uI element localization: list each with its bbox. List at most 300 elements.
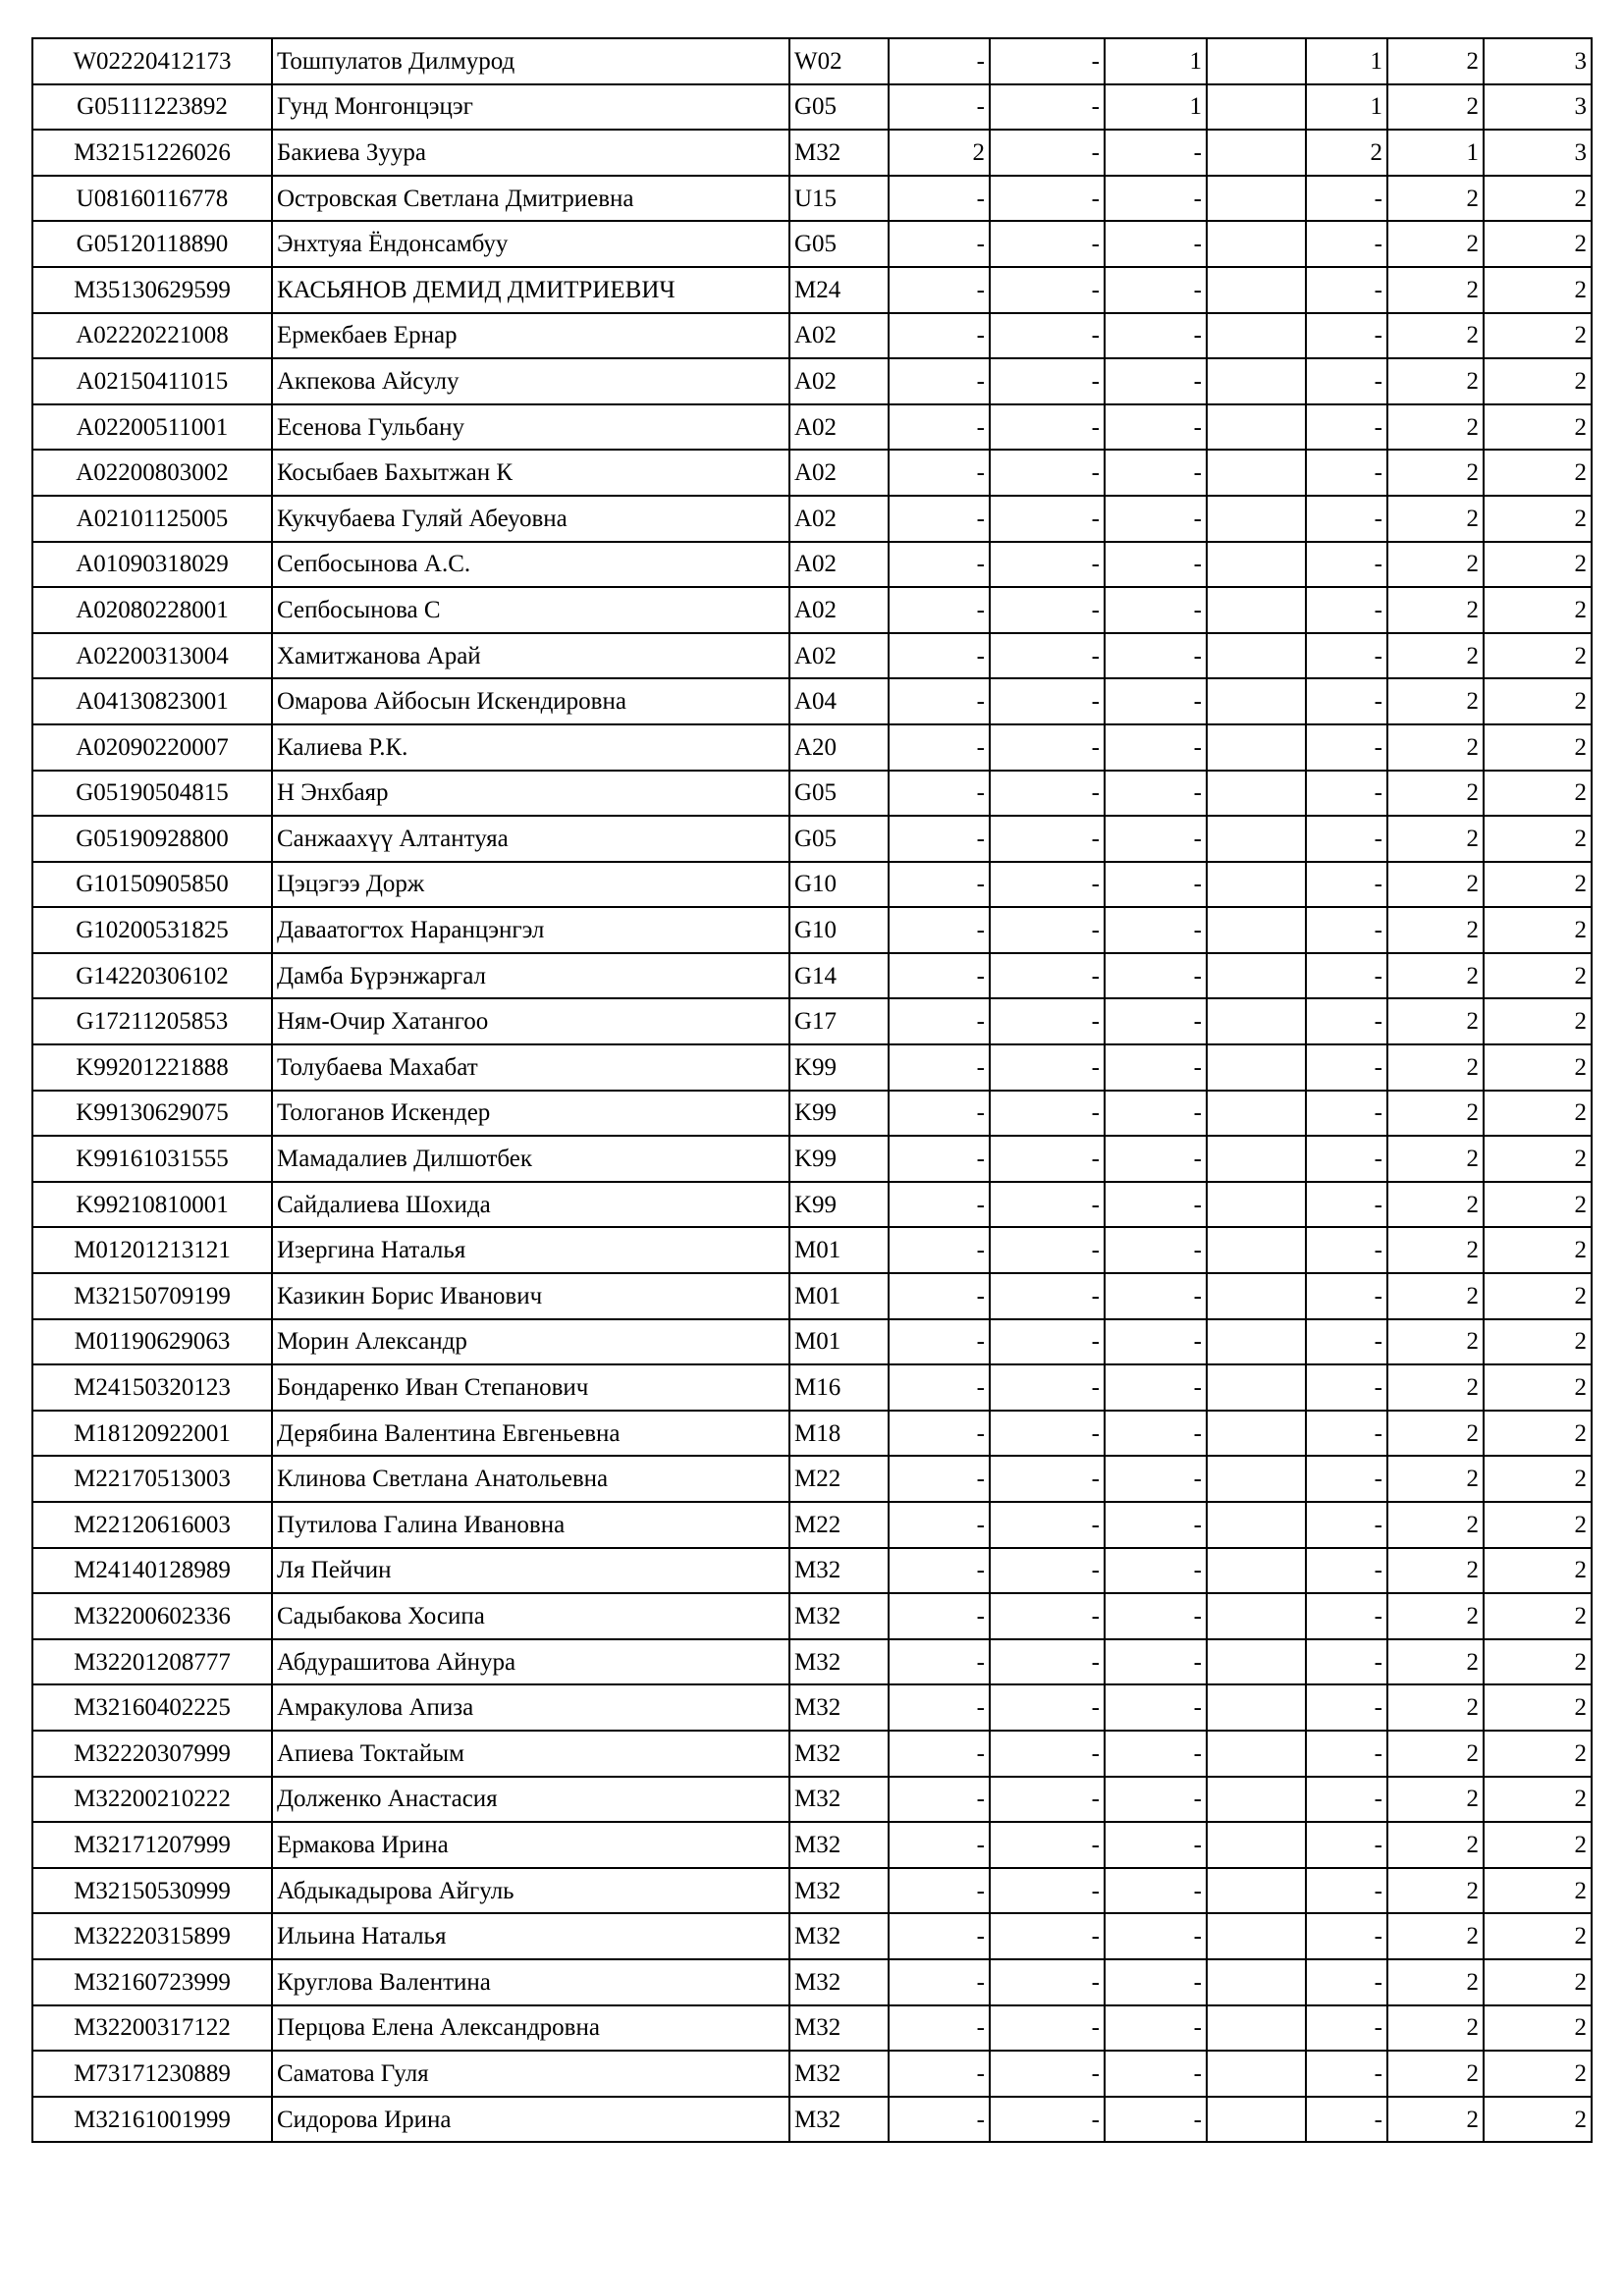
score-cell-3: - bbox=[1105, 1411, 1207, 1457]
score-cell-1: - bbox=[889, 1182, 990, 1228]
participant-id-cell: M32200317122 bbox=[32, 2005, 272, 2052]
score-cell-5: - bbox=[1306, 998, 1387, 1044]
score-cell-3: - bbox=[1105, 2005, 1207, 2052]
score-cell-4 bbox=[1207, 404, 1306, 451]
table-row bbox=[32, 313, 1592, 359]
participant-name-cell: Бакиева Зуура bbox=[272, 130, 789, 176]
participant-name-cell: Даваатогтох Наранцэнгэл bbox=[272, 907, 789, 953]
score-cell-1: - bbox=[889, 2005, 990, 2052]
score-cell-5: - bbox=[1306, 633, 1387, 679]
participant-name-cell: Сайдалиева Шохида bbox=[272, 1182, 789, 1228]
total-cell: 2 bbox=[1484, 1731, 1592, 1777]
score-cell-5: - bbox=[1306, 724, 1387, 771]
score-cell-2: - bbox=[990, 724, 1105, 771]
total-cell: 2 bbox=[1484, 542, 1592, 588]
participant-name-cell: Морин Александр bbox=[272, 1319, 789, 1365]
total-cell: 3 bbox=[1484, 130, 1592, 176]
score-cell-5: - bbox=[1306, 1593, 1387, 1639]
total-cell: 2 bbox=[1484, 1091, 1592, 1137]
group-code-cell: A02 bbox=[789, 313, 889, 359]
participant-name-cell: Ля Пейчин bbox=[272, 1548, 789, 1594]
score-cell-6: 1 bbox=[1387, 130, 1484, 176]
participant-id-cell: U08160116778 bbox=[32, 176, 272, 222]
score-cell-1: - bbox=[889, 1136, 990, 1182]
table-row bbox=[32, 1822, 1592, 1868]
score-cell-4 bbox=[1207, 1273, 1306, 1319]
score-cell-2: - bbox=[990, 176, 1105, 222]
score-cell-1: - bbox=[889, 267, 990, 313]
score-cell-6: 2 bbox=[1387, 1136, 1484, 1182]
score-cell-4 bbox=[1207, 1731, 1306, 1777]
participant-name-cell: Ильина Наталья bbox=[272, 1913, 789, 1959]
score-cell-4 bbox=[1207, 1777, 1306, 1823]
score-cell-4 bbox=[1207, 221, 1306, 267]
score-cell-2: - bbox=[990, 1411, 1105, 1457]
score-cell-2: - bbox=[990, 404, 1105, 451]
participant-name-cell: Калиева Р.К. bbox=[272, 724, 789, 771]
participant-id-cell: M32151226026 bbox=[32, 130, 272, 176]
group-code-cell: M01 bbox=[789, 1273, 889, 1319]
score-cell-2: - bbox=[990, 1502, 1105, 1548]
score-cell-4 bbox=[1207, 953, 1306, 999]
group-code-cell: U15 bbox=[789, 176, 889, 222]
score-cell-6: 2 bbox=[1387, 1639, 1484, 1685]
score-cell-4 bbox=[1207, 1319, 1306, 1365]
participant-id-cell: G05190504815 bbox=[32, 771, 272, 817]
participant-id-cell: M32150709199 bbox=[32, 1273, 272, 1319]
participant-name-cell: Сепбосынова С bbox=[272, 587, 789, 633]
score-cell-5: - bbox=[1306, 678, 1387, 724]
score-cell-1: - bbox=[889, 1502, 990, 1548]
participant-name-cell: Долженко Анастасия bbox=[272, 1777, 789, 1823]
total-cell: 2 bbox=[1484, 1639, 1592, 1685]
score-cell-3: - bbox=[1105, 953, 1207, 999]
score-cell-4 bbox=[1207, 771, 1306, 817]
score-cell-5: - bbox=[1306, 1913, 1387, 1959]
table-row bbox=[32, 633, 1592, 679]
score-cell-5: - bbox=[1306, 1959, 1387, 2005]
score-cell-2: - bbox=[990, 130, 1105, 176]
score-cell-2: - bbox=[990, 1593, 1105, 1639]
score-cell-3: - bbox=[1105, 450, 1207, 496]
group-code-cell: M32 bbox=[789, 1639, 889, 1685]
participant-name-cell: Ермакова Ирина bbox=[272, 1822, 789, 1868]
group-code-cell: M22 bbox=[789, 1456, 889, 1502]
score-cell-6: 2 bbox=[1387, 404, 1484, 451]
group-code-cell: M22 bbox=[789, 1502, 889, 1548]
score-cell-6: 2 bbox=[1387, 907, 1484, 953]
score-cell-1: - bbox=[889, 404, 990, 451]
score-cell-4 bbox=[1207, 267, 1306, 313]
score-cell-4 bbox=[1207, 1593, 1306, 1639]
participant-name-cell: Гунд Монгонцэцэг bbox=[272, 84, 789, 131]
group-code-cell: A20 bbox=[789, 724, 889, 771]
table-row bbox=[32, 998, 1592, 1044]
score-cell-3: - bbox=[1105, 358, 1207, 404]
participant-name-cell: Цэцэгээ Дорж bbox=[272, 862, 789, 908]
total-cell: 3 bbox=[1484, 84, 1592, 131]
total-cell: 2 bbox=[1484, 1593, 1592, 1639]
group-code-cell: M32 bbox=[789, 2097, 889, 2143]
score-cell-1: - bbox=[889, 678, 990, 724]
score-cell-2: - bbox=[990, 1136, 1105, 1182]
group-code-cell: M32 bbox=[789, 2051, 889, 2097]
participant-id-cell: M32200602336 bbox=[32, 1593, 272, 1639]
score-cell-5: - bbox=[1306, 2097, 1387, 2143]
participant-name-cell: Тологанов Искендер bbox=[272, 1091, 789, 1137]
score-cell-6: 2 bbox=[1387, 816, 1484, 862]
score-cell-6: 2 bbox=[1387, 724, 1484, 771]
participant-name-cell: Сидорова Ирина bbox=[272, 2097, 789, 2143]
table-row bbox=[32, 1182, 1592, 1228]
score-cell-3: - bbox=[1105, 1777, 1207, 1823]
score-cell-1: - bbox=[889, 542, 990, 588]
table-row bbox=[32, 450, 1592, 496]
participant-name-cell: Хамитжанова Арай bbox=[272, 633, 789, 679]
total-cell: 2 bbox=[1484, 1822, 1592, 1868]
group-code-cell: M32 bbox=[789, 1548, 889, 1594]
score-cell-6: 2 bbox=[1387, 84, 1484, 131]
score-cell-6: 2 bbox=[1387, 450, 1484, 496]
score-cell-5: - bbox=[1306, 1684, 1387, 1731]
score-cell-5: - bbox=[1306, 1364, 1387, 1411]
group-code-cell: K99 bbox=[789, 1091, 889, 1137]
score-cell-3: - bbox=[1105, 1136, 1207, 1182]
score-cell-6: 2 bbox=[1387, 1731, 1484, 1777]
score-cell-3: - bbox=[1105, 1044, 1207, 1091]
score-cell-2: - bbox=[990, 587, 1105, 633]
score-cell-4 bbox=[1207, 1959, 1306, 2005]
score-cell-4 bbox=[1207, 1136, 1306, 1182]
total-cell: 2 bbox=[1484, 2097, 1592, 2143]
score-cell-1: - bbox=[889, 1684, 990, 1731]
score-cell-3: - bbox=[1105, 907, 1207, 953]
participant-name-cell: Кукчубаева Гуляй Абеуовна bbox=[272, 496, 789, 542]
participant-id-cell: G05190928800 bbox=[32, 816, 272, 862]
participant-id-cell: A04130823001 bbox=[32, 678, 272, 724]
participant-id-cell: G17211205853 bbox=[32, 998, 272, 1044]
score-cell-5: - bbox=[1306, 358, 1387, 404]
score-cell-5: - bbox=[1306, 953, 1387, 999]
total-cell: 2 bbox=[1484, 998, 1592, 1044]
score-cell-1: - bbox=[889, 496, 990, 542]
score-cell-5: 2 bbox=[1306, 130, 1387, 176]
score-cell-2: - bbox=[990, 1273, 1105, 1319]
group-code-cell: A02 bbox=[789, 633, 889, 679]
score-cell-4 bbox=[1207, 1868, 1306, 1914]
total-cell: 2 bbox=[1484, 1273, 1592, 1319]
group-code-cell: M32 bbox=[789, 1777, 889, 1823]
score-cell-1: 2 bbox=[889, 130, 990, 176]
participant-name-cell: Ермекбаев Ернар bbox=[272, 313, 789, 359]
score-cell-3: - bbox=[1105, 1822, 1207, 1868]
score-cell-6: 2 bbox=[1387, 358, 1484, 404]
score-cell-5: - bbox=[1306, 862, 1387, 908]
participant-name-cell: Казикин Борис Иванович bbox=[272, 1273, 789, 1319]
group-code-cell: M24 bbox=[789, 267, 889, 313]
score-cell-3: 1 bbox=[1105, 38, 1207, 84]
score-cell-1: - bbox=[889, 1593, 990, 1639]
group-code-cell: M32 bbox=[789, 1684, 889, 1731]
score-cell-3: - bbox=[1105, 724, 1207, 771]
score-cell-3: - bbox=[1105, 1593, 1207, 1639]
score-cell-1: - bbox=[889, 862, 990, 908]
score-cell-4 bbox=[1207, 1227, 1306, 1273]
score-cell-4 bbox=[1207, 1684, 1306, 1731]
participant-name-cell: Омарова Айбосын Искендировна bbox=[272, 678, 789, 724]
score-cell-6: 2 bbox=[1387, 1456, 1484, 1502]
participant-name-cell: Апиева Toктайым bbox=[272, 1731, 789, 1777]
score-cell-6: 2 bbox=[1387, 2097, 1484, 2143]
participant-name-cell: Садыбакова Хосипа bbox=[272, 1593, 789, 1639]
score-cell-4 bbox=[1207, 2097, 1306, 2143]
total-cell: 2 bbox=[1484, 587, 1592, 633]
group-code-cell: M32 bbox=[789, 1868, 889, 1914]
participant-name-cell: Дамба Бүрэнжаргал bbox=[272, 953, 789, 999]
score-cell-2: - bbox=[990, 1227, 1105, 1273]
participant-id-cell: M32160402225 bbox=[32, 1684, 272, 1731]
score-cell-2: - bbox=[990, 450, 1105, 496]
score-cell-6: 2 bbox=[1387, 1548, 1484, 1594]
score-cell-6: 2 bbox=[1387, 2051, 1484, 2097]
participant-name-cell: Мамадалиев Дилшотбек bbox=[272, 1136, 789, 1182]
participant-id-cell: M32220315899 bbox=[32, 1913, 272, 1959]
score-cell-6: 2 bbox=[1387, 1822, 1484, 1868]
group-code-cell: M32 bbox=[789, 1913, 889, 1959]
group-code-cell: A02 bbox=[789, 587, 889, 633]
table-row bbox=[32, 1319, 1592, 1365]
score-cell-1: - bbox=[889, 587, 990, 633]
participant-name-cell: Энхтуяа Ёндонсамбуу bbox=[272, 221, 789, 267]
group-code-cell: G05 bbox=[789, 771, 889, 817]
participant-id-cell: A02200803002 bbox=[32, 450, 272, 496]
score-cell-3: - bbox=[1105, 816, 1207, 862]
participant-id-cell: M18120922001 bbox=[32, 1411, 272, 1457]
total-cell: 2 bbox=[1484, 816, 1592, 862]
score-cell-4 bbox=[1207, 633, 1306, 679]
score-cell-1: - bbox=[889, 450, 990, 496]
score-cell-4 bbox=[1207, 313, 1306, 359]
score-cell-4 bbox=[1207, 1364, 1306, 1411]
score-cell-4 bbox=[1207, 496, 1306, 542]
score-cell-5: - bbox=[1306, 1319, 1387, 1365]
participant-name-cell: Бондаренко Иван Степанович bbox=[272, 1364, 789, 1411]
table-row bbox=[32, 587, 1592, 633]
score-cell-5: - bbox=[1306, 2051, 1387, 2097]
score-cell-6: 2 bbox=[1387, 678, 1484, 724]
score-cell-6: 2 bbox=[1387, 38, 1484, 84]
score-cell-4 bbox=[1207, 678, 1306, 724]
score-cell-1: - bbox=[889, 1548, 990, 1594]
score-cell-6: 2 bbox=[1387, 1777, 1484, 1823]
score-cell-4 bbox=[1207, 38, 1306, 84]
score-cell-2: - bbox=[990, 2005, 1105, 2052]
score-cell-1: - bbox=[889, 1091, 990, 1137]
total-cell: 2 bbox=[1484, 2051, 1592, 2097]
participant-id-cell: M32161001999 bbox=[32, 2097, 272, 2143]
score-cell-4 bbox=[1207, 998, 1306, 1044]
score-cell-2: - bbox=[990, 1731, 1105, 1777]
table-row bbox=[32, 862, 1592, 908]
score-cell-2: - bbox=[990, 1044, 1105, 1091]
score-cell-4 bbox=[1207, 1044, 1306, 1091]
group-code-cell: G10 bbox=[789, 907, 889, 953]
participant-id-cell: M22120616003 bbox=[32, 1502, 272, 1548]
participant-id-cell: A02150411015 bbox=[32, 358, 272, 404]
score-cell-5: - bbox=[1306, 542, 1387, 588]
participant-name-cell: Абдурашитова Айнура bbox=[272, 1639, 789, 1685]
group-code-cell: G05 bbox=[789, 84, 889, 131]
group-code-cell: M18 bbox=[789, 1411, 889, 1457]
participant-name-cell: Акпекова Айсулу bbox=[272, 358, 789, 404]
score-cell-5: - bbox=[1306, 771, 1387, 817]
score-cell-6: 2 bbox=[1387, 1044, 1484, 1091]
score-cell-1: - bbox=[889, 724, 990, 771]
participant-name-cell: Амракулова Апиза bbox=[272, 1684, 789, 1731]
score-cell-2: - bbox=[990, 771, 1105, 817]
participant-id-cell: G05111223892 bbox=[32, 84, 272, 131]
score-cell-4 bbox=[1207, 1822, 1306, 1868]
group-code-cell: M01 bbox=[789, 1227, 889, 1273]
score-cell-4 bbox=[1207, 84, 1306, 131]
score-cell-5: - bbox=[1306, 1456, 1387, 1502]
score-cell-4 bbox=[1207, 130, 1306, 176]
participant-id-cell: W02220412173 bbox=[32, 38, 272, 84]
score-cell-6: 2 bbox=[1387, 176, 1484, 222]
score-cell-1: - bbox=[889, 1227, 990, 1273]
score-cell-1: - bbox=[889, 1639, 990, 1685]
score-cell-5: - bbox=[1306, 1227, 1387, 1273]
score-cell-4 bbox=[1207, 2005, 1306, 2052]
score-cell-3: - bbox=[1105, 130, 1207, 176]
table-row bbox=[32, 1913, 1592, 1959]
score-cell-2: - bbox=[990, 84, 1105, 131]
score-cell-3: - bbox=[1105, 1273, 1207, 1319]
score-cell-1: - bbox=[889, 84, 990, 131]
score-cell-6: 2 bbox=[1387, 862, 1484, 908]
participant-id-cell: M32160723999 bbox=[32, 1959, 272, 2005]
total-cell: 2 bbox=[1484, 2005, 1592, 2052]
table-row bbox=[32, 1411, 1592, 1457]
score-cell-6: 2 bbox=[1387, 1227, 1484, 1273]
score-cell-6: 2 bbox=[1387, 1593, 1484, 1639]
score-cell-3: - bbox=[1105, 496, 1207, 542]
participant-id-cell: M24150320123 bbox=[32, 1364, 272, 1411]
total-cell: 2 bbox=[1484, 1913, 1592, 1959]
score-cell-2: - bbox=[990, 633, 1105, 679]
total-cell: 2 bbox=[1484, 404, 1592, 451]
score-cell-2: - bbox=[990, 542, 1105, 588]
total-cell: 2 bbox=[1484, 450, 1592, 496]
group-code-cell: M32 bbox=[789, 130, 889, 176]
score-cell-2: - bbox=[990, 1639, 1105, 1685]
table-row bbox=[32, 1364, 1592, 1411]
score-cell-4 bbox=[1207, 450, 1306, 496]
participant-name-cell: Косыбаев Бахытжан К bbox=[272, 450, 789, 496]
score-cell-6: 2 bbox=[1387, 1913, 1484, 1959]
score-cell-5: - bbox=[1306, 1548, 1387, 1594]
participant-id-cell: M32150530999 bbox=[32, 1868, 272, 1914]
score-cell-1: - bbox=[889, 1411, 990, 1457]
group-code-cell: G17 bbox=[789, 998, 889, 1044]
group-code-cell: M32 bbox=[789, 1959, 889, 2005]
participant-name-cell: Есенова Гульбану bbox=[272, 404, 789, 451]
total-cell: 2 bbox=[1484, 678, 1592, 724]
score-cell-1: - bbox=[889, 1913, 990, 1959]
participant-name-cell: Перцова Елена Александровна bbox=[272, 2005, 789, 2052]
total-cell: 2 bbox=[1484, 313, 1592, 359]
table-row bbox=[32, 2005, 1592, 2052]
score-cell-6: 2 bbox=[1387, 2005, 1484, 2052]
table-row bbox=[32, 1044, 1592, 1091]
group-code-cell: A04 bbox=[789, 678, 889, 724]
score-cell-5: - bbox=[1306, 907, 1387, 953]
participant-name-cell: Санжаахүү Алтантуяа bbox=[272, 816, 789, 862]
total-cell: 2 bbox=[1484, 1684, 1592, 1731]
participant-id-cell: A02090220007 bbox=[32, 724, 272, 771]
score-cell-2: - bbox=[990, 1868, 1105, 1914]
table-row bbox=[32, 267, 1592, 313]
total-cell: 2 bbox=[1484, 221, 1592, 267]
table-row bbox=[32, 1456, 1592, 1502]
table-row bbox=[32, 496, 1592, 542]
score-cell-3: - bbox=[1105, 542, 1207, 588]
score-cell-2: - bbox=[990, 678, 1105, 724]
total-cell: 2 bbox=[1484, 1136, 1592, 1182]
score-cell-3: - bbox=[1105, 1639, 1207, 1685]
score-cell-2: - bbox=[990, 2097, 1105, 2143]
score-cell-1: - bbox=[889, 633, 990, 679]
participant-id-cell: M01201213121 bbox=[32, 1227, 272, 1273]
group-code-cell: G10 bbox=[789, 862, 889, 908]
participant-id-cell: A02200511001 bbox=[32, 404, 272, 451]
participant-id-cell: G10150905850 bbox=[32, 862, 272, 908]
total-cell: 3 bbox=[1484, 38, 1592, 84]
score-cell-6: 2 bbox=[1387, 1273, 1484, 1319]
total-cell: 2 bbox=[1484, 862, 1592, 908]
table-row bbox=[32, 816, 1592, 862]
score-cell-1: - bbox=[889, 2097, 990, 2143]
group-code-cell: M32 bbox=[789, 1731, 889, 1777]
score-cell-1: - bbox=[889, 2051, 990, 2097]
score-cell-1: - bbox=[889, 221, 990, 267]
total-cell: 2 bbox=[1484, 724, 1592, 771]
score-cell-3: 1 bbox=[1105, 84, 1207, 131]
participant-name-cell: КАСЬЯНОВ ДЕМИД ДМИТРИЕВИЧ bbox=[272, 267, 789, 313]
score-cell-5: - bbox=[1306, 1731, 1387, 1777]
score-cell-6: 2 bbox=[1387, 1502, 1484, 1548]
table-row bbox=[32, 1548, 1592, 1594]
participant-id-cell: M32220307999 bbox=[32, 1731, 272, 1777]
score-cell-5: - bbox=[1306, 267, 1387, 313]
group-code-cell: A02 bbox=[789, 542, 889, 588]
score-cell-3: - bbox=[1105, 1182, 1207, 1228]
score-cell-2: - bbox=[990, 358, 1105, 404]
score-cell-5: - bbox=[1306, 404, 1387, 451]
score-cell-1: - bbox=[889, 358, 990, 404]
score-cell-6: 2 bbox=[1387, 267, 1484, 313]
score-cell-3: - bbox=[1105, 998, 1207, 1044]
score-cell-5: - bbox=[1306, 496, 1387, 542]
score-cell-2: - bbox=[990, 953, 1105, 999]
participant-id-cell: M24140128989 bbox=[32, 1548, 272, 1594]
participant-name-cell: Тошпулатов Дилмурод bbox=[272, 38, 789, 84]
score-cell-1: - bbox=[889, 1044, 990, 1091]
score-cell-6: 2 bbox=[1387, 998, 1484, 1044]
score-cell-3: - bbox=[1105, 1364, 1207, 1411]
score-cell-1: - bbox=[889, 771, 990, 817]
table-row bbox=[32, 38, 1592, 84]
